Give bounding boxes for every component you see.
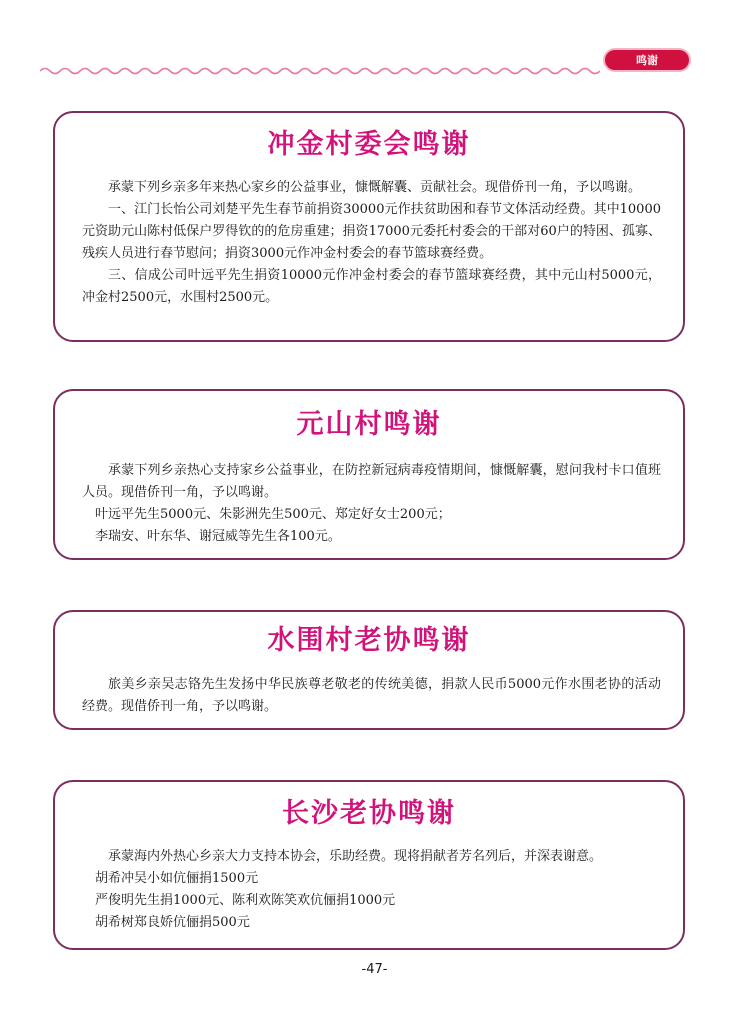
acknowledgment-card-yuanshan <box>53 389 685 560</box>
acknowledgment-card-changsha <box>53 780 685 950</box>
card-paragraph: 胡希树郑良娇伉俪捐500元 <box>95 915 250 930</box>
acknowledgment-card-chongjin <box>53 111 685 342</box>
card-paragraph: 承蒙下列乡亲多年来热心家乡的公益事业，慷慨解囊、贡献社会。现借侨刊一角，予以鸣谢。 <box>108 180 642 195</box>
card-title: 冲金村委会鸣谢 <box>267 129 471 160</box>
card-paragraph: 胡希冲吴小如伉俪捐1500元 <box>95 871 259 886</box>
card-paragraph: 承蒙海内外热心乡亲大力支持本协会，乐助经费。现将捐献者芳名列后，并深表谢意。 <box>108 849 603 864</box>
card-title: 水围村老协鸣谢 <box>267 625 471 656</box>
card-title: 元山村鸣谢 <box>296 409 442 440</box>
card-paragraph: 李瑞安、叶东华、谢冠威等先生各100元。 <box>95 529 341 544</box>
card-paragraph: 一、江门长怡公司刘楚平先生春节前捐资30000元作扶贫助困和春节文体活动经费。其中10000元资助元山陈村低保户罗得钦的的危房重建；捐资17000元委托村委会的干部对60户的特困、孤寡、残疾人员进行春节慰问；捐资3000元作冲金村委会的春节篮球赛经费。 <box>82 202 661 261</box>
card-paragraph: 旅美乡亲吴志铬先生发扬中华民族尊老敬老的传统美德，捐款人民币5000元作水围老协的活动经费。现借侨刊一角，予以鸣谢。 <box>82 677 661 714</box>
card-paragraph: 严俊明先生捐1000元、陈利欢陈笑欢伉俪捐1000元 <box>95 893 396 908</box>
page-number: -47- <box>361 962 388 977</box>
card-paragraph: 三、信成公司叶远平先生捐资10000元作冲金村委会的春节篮球赛经费，其中元山村5000元，冲金村2500元，水围村2500元。 <box>82 268 661 305</box>
header-wave-decoration <box>40 64 600 78</box>
card-title: 长沙老协鸣谢 <box>282 798 456 829</box>
card-paragraph: 叶远平先生5000元、朱影洲先生500元、郑定好女士200元； <box>95 507 451 522</box>
acknowledgment-card-shuiwei <box>53 610 685 730</box>
card-paragraph: 承蒙下列乡亲热心支持家乡公益事业，在防控新冠病毒疫情期间，慷慨解囊，慰问我村卡口值班人员。现借侨刊一角，予以鸣谢。 <box>82 463 661 500</box>
section-tab: 鸣谢 <box>603 48 691 72</box>
